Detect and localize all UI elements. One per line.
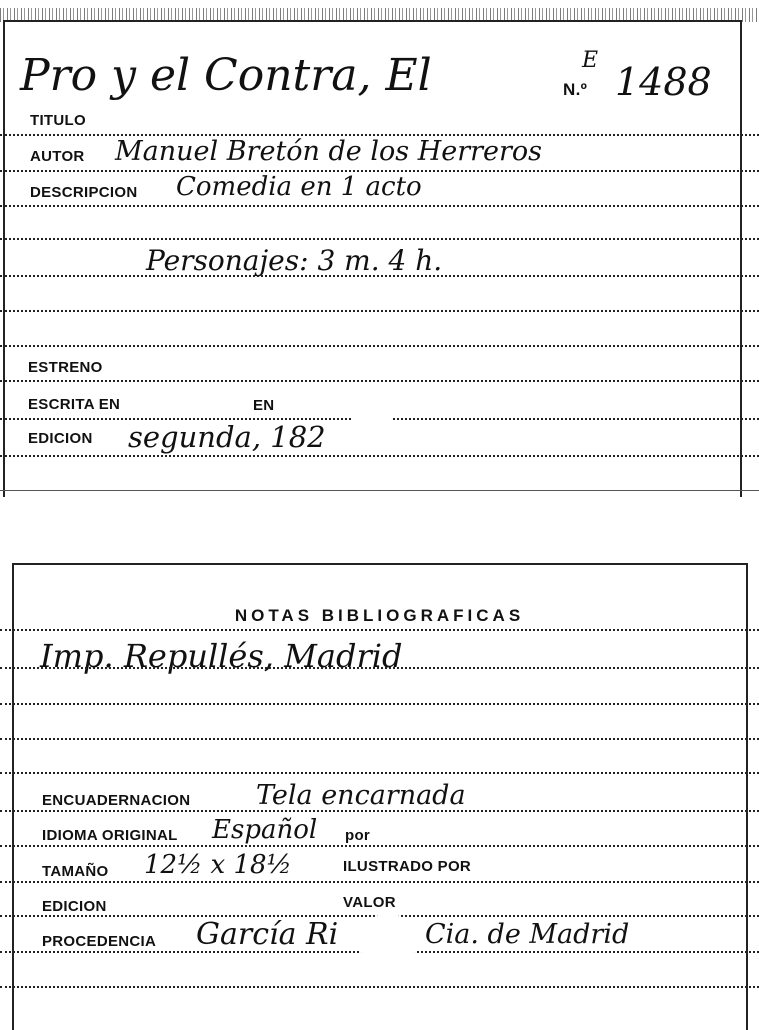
tamano-label: TAMAÑO: [42, 863, 109, 880]
number-label: N.º: [563, 80, 588, 99]
rule-line: [0, 810, 759, 812]
ink-blot: [360, 913, 416, 975]
notas-handwriting: Imp. Repullés, Madrid: [40, 637, 403, 675]
encuadernacion-handwriting: Tela encarnada: [256, 780, 466, 811]
por-label: por: [345, 827, 371, 844]
rule-line: [0, 667, 759, 669]
procedencia-handwriting-a: García Ri: [196, 917, 339, 952]
tamano-handwriting: 12½ x 18½: [144, 850, 292, 880]
idioma-label: IDIOMA ORIGINAL: [42, 827, 178, 844]
edicion-label: EDICION: [28, 430, 93, 447]
rule-line: [0, 238, 759, 240]
descripcion-label: DESCRIPCION: [30, 184, 138, 201]
rule-line: [0, 986, 759, 988]
edicion-back-label: EDICION: [42, 898, 107, 915]
escrita-en-label: ESCRITA EN: [28, 396, 121, 413]
rule-line: [0, 629, 759, 631]
rule-line: [0, 345, 759, 347]
personajes-handwriting: Personajes: 3 m. 4 h.: [146, 244, 443, 277]
rule-line: [0, 380, 759, 382]
catalog-card-front: [0, 0, 759, 495]
rule-line: [0, 275, 759, 277]
number-prefix: E: [582, 48, 599, 73]
rule-line: [0, 772, 759, 774]
rule-line: [0, 881, 759, 883]
rule-line: [0, 703, 759, 705]
procedencia-label: PROCEDENCIA: [42, 933, 157, 950]
rule-line: [0, 310, 759, 312]
estreno-label: ESTRENO: [28, 359, 103, 376]
idioma-handwriting: Español: [212, 815, 318, 845]
catalog-card-back: [0, 545, 759, 1028]
rule-line: [0, 205, 759, 207]
card-number: 1488: [615, 60, 712, 104]
ilustrado-por-label: ILUSTRADO POR: [343, 858, 472, 875]
procedencia-handwriting-b: Cia. de Madrid: [425, 919, 630, 950]
autor-label: AUTOR: [30, 148, 85, 165]
notas-heading: NOTAS BIBLIOGRAFICAS: [234, 606, 525, 625]
titulo-label: TITULO: [30, 112, 86, 129]
autor-handwriting: Manuel Bretón de los Herreros: [115, 136, 543, 167]
card-bottom-edge: [0, 490, 759, 491]
encuadernacion-label: ENCUADERNACION: [42, 792, 191, 809]
rule-line: [0, 455, 759, 457]
ink-blot: [350, 386, 394, 434]
valor-label: VALOR: [343, 894, 396, 911]
en-label: EN: [253, 397, 275, 414]
rule-line: [0, 738, 759, 740]
descripcion-handwriting: Comedia en 1 acto: [176, 172, 422, 202]
title-handwriting: Pro y el Contra, El: [20, 50, 432, 101]
rule-line: [0, 845, 759, 847]
edicion-handwriting: segunda, 182: [128, 420, 326, 454]
